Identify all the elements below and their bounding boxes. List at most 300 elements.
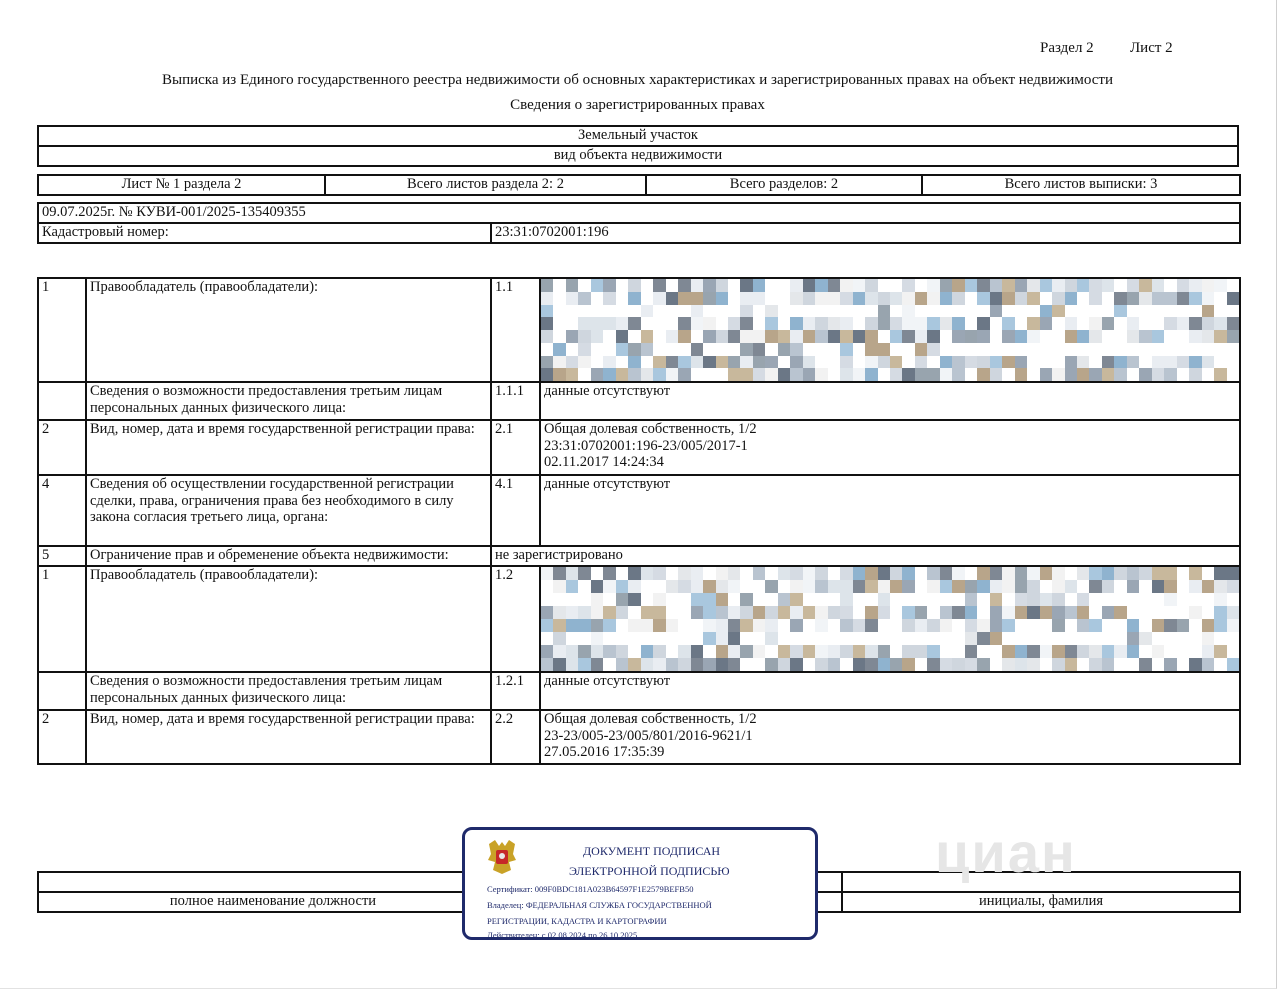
row-field-value bbox=[540, 420, 1240, 475]
redaction-pixel bbox=[803, 279, 815, 292]
redaction-pixel bbox=[915, 593, 927, 606]
redaction-pixel bbox=[1177, 292, 1189, 305]
redaction-pixel bbox=[940, 292, 952, 305]
redaction-pixel bbox=[828, 606, 840, 619]
redaction-pixel bbox=[578, 580, 590, 593]
redaction-pixel bbox=[1015, 292, 1027, 305]
redaction-pixel bbox=[591, 606, 603, 619]
redaction-pixel bbox=[778, 343, 790, 356]
redaction-pixel bbox=[902, 292, 914, 305]
redaction-pixel bbox=[653, 658, 665, 671]
redaction-pixel bbox=[1189, 619, 1201, 632]
redaction-pixel bbox=[977, 305, 989, 318]
redaction-pixel bbox=[666, 343, 678, 356]
redaction-pixel bbox=[1077, 330, 1089, 343]
redaction-pixel bbox=[1114, 645, 1126, 658]
redaction-pixel bbox=[678, 632, 690, 645]
redaction-pixel bbox=[591, 619, 603, 632]
row-field-name: Сведения о возможности предоставления третьим лицам персональных данных физического лица: bbox=[86, 382, 491, 420]
redaction-pixel bbox=[1202, 305, 1214, 318]
redaction-pixel bbox=[990, 343, 1002, 356]
redaction-pixel bbox=[628, 330, 640, 343]
redaction-pixel bbox=[691, 356, 703, 369]
redaction-pixel bbox=[927, 368, 939, 381]
redaction-pixel bbox=[641, 368, 653, 381]
redaction-pixel bbox=[1077, 645, 1089, 658]
redaction-pixel bbox=[653, 606, 665, 619]
redaction-pixel bbox=[753, 305, 765, 318]
redaction-pixel bbox=[865, 343, 877, 356]
redaction-pixel bbox=[865, 567, 877, 580]
redaction-pixel bbox=[753, 658, 765, 671]
redaction-pixel bbox=[1089, 368, 1101, 381]
redaction-pixel bbox=[1040, 279, 1052, 292]
row-field-code: 1.1.1 bbox=[491, 382, 540, 420]
redaction-pixel bbox=[1139, 593, 1151, 606]
redaction-pixel bbox=[815, 305, 827, 318]
redaction-pixel bbox=[990, 317, 1002, 330]
redaction-pixel bbox=[1065, 645, 1077, 658]
redaction-pixel bbox=[616, 580, 628, 593]
redaction-pixel bbox=[703, 317, 715, 330]
redaction-pixel bbox=[890, 632, 902, 645]
redaction-pixel bbox=[1189, 645, 1201, 658]
redaction-pixel bbox=[616, 292, 628, 305]
redaction-pixel bbox=[803, 658, 815, 671]
redaction-pixel bbox=[591, 305, 603, 318]
redaction-pixel bbox=[865, 632, 877, 645]
redaction-pixel bbox=[840, 606, 852, 619]
registration-datetime: 02.11.2017 14:24:34 bbox=[544, 454, 664, 470]
redaction-pixel bbox=[778, 356, 790, 369]
redaction-pixel bbox=[765, 593, 777, 606]
redaction-pixel bbox=[952, 645, 964, 658]
redaction-pixel bbox=[990, 305, 1002, 318]
redaction-pixel bbox=[977, 632, 989, 645]
redaction-pixel bbox=[728, 567, 740, 580]
redaction-pixel bbox=[628, 645, 640, 658]
redaction-pixel bbox=[541, 606, 553, 619]
redaction-pixel bbox=[765, 658, 777, 671]
redaction-pixel bbox=[952, 279, 964, 292]
redaction-pixel bbox=[703, 606, 715, 619]
redaction-pixel bbox=[890, 658, 902, 671]
redaction-pixel bbox=[691, 632, 703, 645]
redaction-pixel bbox=[1164, 645, 1176, 658]
redaction-pixel bbox=[1177, 567, 1189, 580]
redaction-pixel bbox=[641, 606, 653, 619]
registration-datetime: 27.05.2016 17:35:39 bbox=[544, 744, 665, 760]
redaction-pixel bbox=[790, 593, 802, 606]
redaction-pixel bbox=[1089, 356, 1101, 369]
redaction-pixel bbox=[927, 619, 939, 632]
redaction-pixel bbox=[1002, 279, 1014, 292]
redaction-pixel bbox=[1040, 619, 1052, 632]
redaction-pixel bbox=[1065, 317, 1077, 330]
redaction-pixel bbox=[1089, 645, 1101, 658]
redaction-pixel bbox=[1102, 317, 1114, 330]
redaction-pixel bbox=[578, 593, 590, 606]
redaction-pixel bbox=[716, 279, 728, 292]
redaction-pixel bbox=[1139, 658, 1151, 671]
redaction-pixel bbox=[616, 305, 628, 318]
redaction-pixel bbox=[1177, 619, 1189, 632]
redaction-pixel bbox=[853, 368, 865, 381]
redaction-pixel bbox=[1139, 279, 1151, 292]
redaction-pixel bbox=[927, 356, 939, 369]
redaction-pixel bbox=[940, 658, 952, 671]
redaction-pixel bbox=[716, 658, 728, 671]
redaction-pixel bbox=[878, 593, 890, 606]
redaction-pixel bbox=[1015, 606, 1027, 619]
redaction-pixel bbox=[977, 368, 989, 381]
redaction-pixel bbox=[591, 567, 603, 580]
redaction-pixel bbox=[666, 606, 678, 619]
redaction-pixel bbox=[915, 567, 927, 580]
electronic-signature-stamp bbox=[462, 827, 818, 940]
redaction-pixel bbox=[1189, 567, 1201, 580]
redaction-pixel bbox=[840, 317, 852, 330]
redaction-pixel bbox=[578, 343, 590, 356]
redaction-pixel bbox=[691, 567, 703, 580]
redaction-pixel bbox=[778, 645, 790, 658]
redaction-pixel bbox=[803, 368, 815, 381]
row-field-name: Правообладатель (правообладатели): bbox=[86, 566, 491, 672]
redaction-pixel bbox=[790, 632, 802, 645]
redaction-pixel bbox=[753, 356, 765, 369]
redaction-pixel bbox=[1127, 343, 1139, 356]
rights-table bbox=[37, 277, 1241, 765]
redaction-pixel bbox=[778, 330, 790, 343]
redaction-pixel bbox=[840, 368, 852, 381]
redaction-pixel bbox=[1052, 279, 1064, 292]
redaction-pixel bbox=[1089, 619, 1101, 632]
redaction-pixel bbox=[765, 343, 777, 356]
row-number: 2 bbox=[38, 420, 86, 475]
redaction-pixel bbox=[803, 580, 815, 593]
redaction-pixel bbox=[1102, 330, 1114, 343]
redaction-pixel bbox=[1164, 368, 1176, 381]
redaction-pixel bbox=[740, 292, 752, 305]
redaction-pixel bbox=[828, 356, 840, 369]
redaction-pixel bbox=[828, 593, 840, 606]
redaction-pixel bbox=[1214, 279, 1226, 292]
redaction-pixel bbox=[641, 645, 653, 658]
redaction-pixel bbox=[1214, 356, 1226, 369]
redaction-pixel bbox=[1102, 632, 1114, 645]
redaction-pixel bbox=[915, 305, 927, 318]
redaction-pixel bbox=[1227, 356, 1239, 369]
redaction-pixel bbox=[865, 317, 877, 330]
redaction-pixel bbox=[578, 305, 590, 318]
redaction-pixel bbox=[878, 292, 890, 305]
redaction-pixel bbox=[1202, 343, 1214, 356]
redaction-pixel bbox=[628, 658, 640, 671]
redaction-pixel bbox=[1164, 305, 1176, 318]
signature-position-blank bbox=[38, 872, 508, 892]
redaction-pixel bbox=[1202, 619, 1214, 632]
redaction-pixel bbox=[990, 279, 1002, 292]
redaction-pixel bbox=[641, 317, 653, 330]
redaction-pixel bbox=[653, 567, 665, 580]
redaction-pixel bbox=[541, 343, 553, 356]
redaction-pixel bbox=[1152, 368, 1164, 381]
redaction-pixel bbox=[878, 368, 890, 381]
redaction-pixel bbox=[1027, 593, 1039, 606]
redaction-pixel bbox=[591, 580, 603, 593]
redaction-pixel bbox=[840, 580, 852, 593]
redaction-pixel bbox=[915, 645, 927, 658]
redaction-pixel bbox=[1065, 305, 1077, 318]
redaction-pixel bbox=[853, 317, 865, 330]
redaction-pixel bbox=[990, 658, 1002, 671]
redaction-pixel bbox=[878, 330, 890, 343]
redaction-pixel bbox=[1052, 343, 1064, 356]
redaction-pixel bbox=[915, 356, 927, 369]
redaction-pixel bbox=[865, 305, 877, 318]
row-field-name: Правообладатель (правообладатели): bbox=[86, 278, 491, 382]
row-field-code: 1.2 bbox=[491, 566, 540, 672]
row-number: 1 bbox=[38, 566, 86, 672]
redaction-pixel bbox=[977, 619, 989, 632]
redaction-pixel bbox=[1177, 343, 1189, 356]
redaction-pixel bbox=[828, 305, 840, 318]
redaction-pixel bbox=[553, 279, 565, 292]
redaction-pixel bbox=[603, 658, 615, 671]
redaction-pixel bbox=[603, 343, 615, 356]
redaction-pixel bbox=[666, 632, 678, 645]
redaction-pixel bbox=[1052, 305, 1064, 318]
redaction-pixel bbox=[716, 368, 728, 381]
redaction-pixel bbox=[753, 619, 765, 632]
redaction-pixel bbox=[753, 606, 765, 619]
redaction-pixel bbox=[902, 356, 914, 369]
redaction-pixel bbox=[902, 330, 914, 343]
redaction-pixel bbox=[778, 580, 790, 593]
redaction-pixel bbox=[566, 330, 578, 343]
redaction-pixel bbox=[940, 580, 952, 593]
row-field-code: 4.1 bbox=[491, 475, 540, 546]
redaction-pixel bbox=[940, 368, 952, 381]
redaction-pixel bbox=[977, 330, 989, 343]
redaction-pixel bbox=[603, 330, 615, 343]
coat-of-arms-icon bbox=[485, 836, 519, 876]
redaction-pixel bbox=[1164, 292, 1176, 305]
redaction-pixel bbox=[1202, 632, 1214, 645]
redaction-pixel bbox=[1077, 567, 1089, 580]
redaction-pixel bbox=[1152, 632, 1164, 645]
redaction-pixel bbox=[1202, 292, 1214, 305]
redaction-pixel bbox=[765, 619, 777, 632]
redaction-pixel bbox=[691, 658, 703, 671]
redaction-pixel bbox=[990, 619, 1002, 632]
redaction-pixel bbox=[1202, 356, 1214, 369]
redaction-pixel bbox=[1114, 593, 1126, 606]
stamp-owner-continued: РЕГИСТРАЦИИ, КАДАСТРА И КАРТОГРАФИИ bbox=[487, 916, 667, 926]
redaction-pixel bbox=[678, 580, 690, 593]
redacted-owner-name bbox=[540, 278, 1240, 382]
stamp-line-1: ДОКУМЕНТ ПОДПИСАН bbox=[583, 844, 721, 858]
row-field-value: не зарегистрировано bbox=[491, 546, 1240, 566]
redaction-pixel bbox=[1027, 279, 1039, 292]
redaction-pixel bbox=[616, 593, 628, 606]
redaction-pixel bbox=[902, 645, 914, 658]
redaction-pixel bbox=[915, 279, 927, 292]
stamp-line-2: ЭЛЕКТРОННОЙ ПОДПИСЬЮ bbox=[569, 864, 730, 878]
redaction-pixel bbox=[691, 606, 703, 619]
redaction-pixel bbox=[1102, 305, 1114, 318]
redaction-pixel bbox=[678, 606, 690, 619]
redaction-pixel bbox=[1177, 317, 1189, 330]
redaction-pixel bbox=[728, 632, 740, 645]
redaction-pixel bbox=[628, 606, 640, 619]
redaction-pixel bbox=[990, 368, 1002, 381]
redaction-pixel bbox=[1089, 343, 1101, 356]
redaction-pixel bbox=[853, 619, 865, 632]
row-field-value bbox=[540, 710, 1240, 764]
redaction-pixel bbox=[815, 632, 827, 645]
redaction-pixel bbox=[666, 567, 678, 580]
redaction-pixel bbox=[616, 317, 628, 330]
redaction-pixel bbox=[1040, 317, 1052, 330]
redaction-pixel bbox=[865, 292, 877, 305]
redaction-pixel bbox=[666, 356, 678, 369]
redaction-pixel bbox=[703, 292, 715, 305]
row-number: 4 bbox=[38, 475, 86, 546]
redaction-pixel bbox=[890, 317, 902, 330]
redaction-pixel bbox=[666, 279, 678, 292]
redaction-pixel bbox=[1089, 632, 1101, 645]
redaction-pixel bbox=[840, 658, 852, 671]
redaction-pixel bbox=[1227, 632, 1239, 645]
total-extract-sheets: Всего листов выписки: 3 bbox=[922, 175, 1240, 195]
redaction-pixel bbox=[541, 356, 553, 369]
redaction-pixel bbox=[1027, 567, 1039, 580]
redaction-pixel bbox=[840, 619, 852, 632]
redaction-pixel bbox=[965, 343, 977, 356]
table-row bbox=[38, 420, 1240, 475]
stamp-owner: Владелец: ФЕДЕРАЛЬНАЯ СЛУЖБА ГОСУДАРСТВЕННОЙ bbox=[487, 900, 712, 910]
table-row bbox=[38, 278, 1240, 382]
redaction-pixel bbox=[716, 580, 728, 593]
redaction-pixel bbox=[840, 645, 852, 658]
redaction-pixel bbox=[1202, 317, 1214, 330]
redaction-pixel bbox=[678, 593, 690, 606]
redaction-pixel bbox=[691, 292, 703, 305]
redaction-pixel bbox=[840, 279, 852, 292]
redaction-pixel bbox=[678, 305, 690, 318]
redaction-pixel bbox=[1052, 292, 1064, 305]
redaction-pixel bbox=[1189, 279, 1201, 292]
redaction-pixel bbox=[878, 356, 890, 369]
redaction-pixel bbox=[815, 330, 827, 343]
redaction-pixel bbox=[927, 305, 939, 318]
redaction-pixel bbox=[1189, 632, 1201, 645]
redaction-pixel bbox=[1202, 368, 1214, 381]
redaction-pixel bbox=[977, 658, 989, 671]
redaction-pixel bbox=[803, 567, 815, 580]
redaction-pixel bbox=[865, 593, 877, 606]
redaction-pixel bbox=[890, 567, 902, 580]
redaction-pixel bbox=[1002, 317, 1014, 330]
redaction-pixel bbox=[566, 632, 578, 645]
redaction-pixel bbox=[765, 292, 777, 305]
redaction-pixel bbox=[1177, 368, 1189, 381]
redaction-pixel bbox=[541, 619, 553, 632]
redaction-pixel bbox=[1227, 330, 1239, 343]
redaction-pixel bbox=[541, 567, 553, 580]
redaction-pixel bbox=[765, 580, 777, 593]
redaction-pixel bbox=[1077, 580, 1089, 593]
redaction-pixel bbox=[902, 593, 914, 606]
redaction-pixel bbox=[1052, 317, 1064, 330]
redaction-pixel bbox=[940, 356, 952, 369]
redaction-pixel bbox=[591, 658, 603, 671]
redaction-pixel bbox=[927, 580, 939, 593]
redaction-pixel bbox=[553, 658, 565, 671]
redaction-pixel bbox=[1164, 317, 1176, 330]
redaction-pixel bbox=[878, 658, 890, 671]
row-field-name: Вид, номер, дата и время государственной регистрации права: bbox=[86, 420, 491, 475]
redaction-pixel bbox=[1177, 632, 1189, 645]
redaction-pixel bbox=[765, 606, 777, 619]
redaction-pixel bbox=[1077, 658, 1089, 671]
redaction-pixel bbox=[1077, 593, 1089, 606]
redaction-pixel bbox=[591, 317, 603, 330]
redaction-pixel bbox=[553, 645, 565, 658]
redaction-pixel bbox=[740, 580, 752, 593]
redaction-pixel bbox=[990, 356, 1002, 369]
redaction-pixel bbox=[902, 567, 914, 580]
row-field-code: 1.1 bbox=[491, 278, 540, 382]
row-field-name: Сведения о возможности предоставления третьим лицам персональных данных физического лица: bbox=[86, 672, 491, 710]
redaction-pixel bbox=[728, 645, 740, 658]
redaction-pixel bbox=[1202, 330, 1214, 343]
redaction-pixel bbox=[553, 356, 565, 369]
redaction-pixel bbox=[1040, 606, 1052, 619]
stamp-validity: Действителен: с 02.08.2024 по 26.10.2025 bbox=[487, 930, 638, 940]
row-number bbox=[38, 382, 86, 420]
redaction-pixel bbox=[977, 580, 989, 593]
redaction-pixel bbox=[1227, 368, 1239, 381]
redaction-pixel bbox=[1102, 658, 1114, 671]
redaction-pixel bbox=[940, 317, 952, 330]
redaction-pixel bbox=[790, 330, 802, 343]
redaction-pixel bbox=[890, 580, 902, 593]
redaction-pixel bbox=[1139, 343, 1151, 356]
redaction-pixel bbox=[653, 292, 665, 305]
redaction-pixel bbox=[703, 330, 715, 343]
redaction-pixel bbox=[591, 368, 603, 381]
redaction-pixel bbox=[603, 606, 615, 619]
redaction-pixel bbox=[1127, 619, 1139, 632]
redaction-pixel bbox=[740, 645, 752, 658]
redaction-pixel bbox=[803, 645, 815, 658]
redaction-pixel bbox=[1102, 645, 1114, 658]
object-type-label: вид объекта недвижимости bbox=[38, 146, 1238, 166]
row-field-name: Вид, номер, дата и время государственной регистрации права: bbox=[86, 710, 491, 764]
redaction-pixel bbox=[1015, 317, 1027, 330]
redaction-pixel bbox=[603, 292, 615, 305]
redaction-pixel bbox=[828, 658, 840, 671]
table-row bbox=[38, 710, 1240, 764]
redaction-pixel bbox=[653, 279, 665, 292]
redaction-pixel bbox=[902, 632, 914, 645]
redaction-pixel bbox=[1114, 317, 1126, 330]
redaction-pixel bbox=[1152, 305, 1164, 318]
redaction-pixel bbox=[1077, 619, 1089, 632]
redaction-pixel bbox=[977, 606, 989, 619]
